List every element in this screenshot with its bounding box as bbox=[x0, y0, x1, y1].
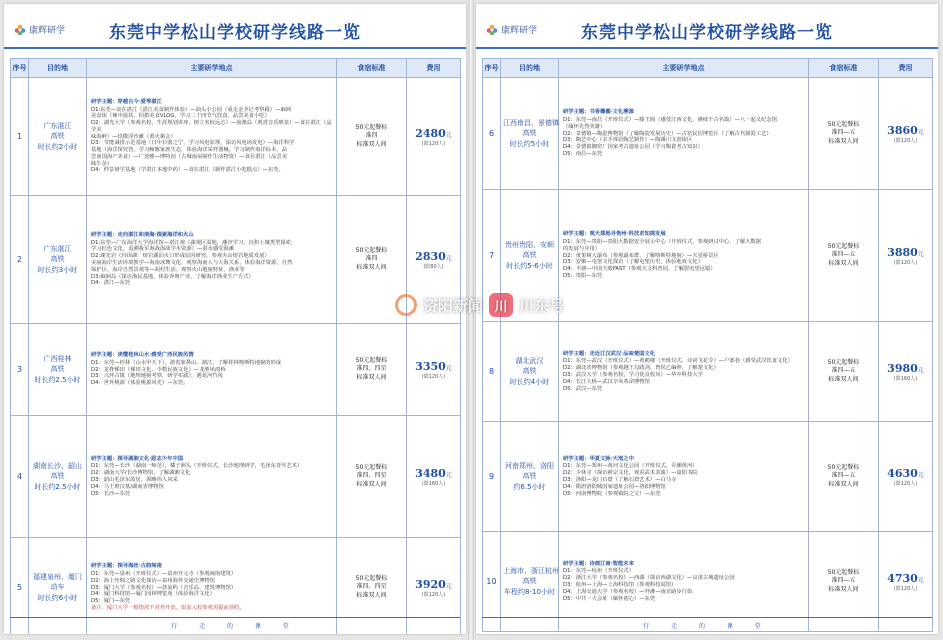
itinerary-line: 美食街（辣中滋扶，拍摄美食VLOG，学习二十四节气饮食，品尝美食小吃） bbox=[91, 113, 270, 120]
row-number: 8 bbox=[483, 322, 501, 422]
destination-cell bbox=[29, 324, 87, 416]
price bbox=[407, 578, 460, 591]
study-theme: 研学主题：观天探地寻贵州·科技求知探发展 bbox=[563, 231, 666, 238]
standard-cell bbox=[337, 196, 407, 324]
row-number: 3 bbox=[11, 324, 29, 416]
standard-line: 50元起餐标 bbox=[827, 463, 860, 471]
price-value: 3920 bbox=[415, 577, 446, 591]
destination-cell bbox=[501, 322, 559, 422]
left-page bbox=[4, 4, 466, 634]
destination-line: 高铁 bbox=[50, 472, 65, 481]
price-limit: (限160人) bbox=[421, 480, 446, 487]
page-footer: 行 走 的 课 堂 bbox=[171, 623, 299, 630]
standard-cell bbox=[337, 538, 407, 635]
table-row bbox=[11, 538, 461, 635]
destination-line: 湖北武汉 bbox=[515, 357, 544, 366]
price-value: 3980 bbox=[887, 361, 918, 375]
price-unit: 元 bbox=[917, 471, 924, 479]
page-title: 东莞中学松山学校研学线路一览 bbox=[109, 23, 361, 43]
row-number: 7 bbox=[483, 190, 501, 322]
itinerary-line: D1：东莞—郑州—黄河文化公园（开班仪式，弄潮黄河） bbox=[563, 463, 698, 470]
itinerary-line: 美丽海岸生活环境教学—海南冰舞文化、观察海南人与大海关系，体验海洋资源、自然 bbox=[91, 260, 293, 266]
fee-cell bbox=[407, 78, 461, 196]
destination-line: 时长约2.5小时 bbox=[34, 482, 81, 491]
itinerary-line: D1：东莞—长沙（湖南一师范），橘子洲头（开班仪式，长沙地理研学，毛泽东青年艺术） bbox=[91, 463, 303, 470]
standard-line: 标准双人间 bbox=[828, 585, 859, 593]
price-unit: 元 bbox=[917, 250, 924, 258]
study-theme: 研学主题：探寻海丝·古韵闽南 bbox=[91, 563, 162, 570]
header-divider bbox=[4, 47, 466, 49]
price-value: 3480 bbox=[415, 466, 446, 480]
standard-line: 50元起餐标 bbox=[827, 120, 860, 128]
price-value: 4630 bbox=[887, 466, 918, 480]
itinerary-line: D3：杭州—上海—上海科技馆（参观科技展馆） bbox=[563, 582, 677, 588]
price bbox=[879, 124, 932, 137]
price-value: 3860 bbox=[887, 123, 918, 137]
price-limit: (限80人) bbox=[423, 263, 444, 270]
itinerary-line: D1：东莞—杭州（开班仪式） bbox=[563, 568, 635, 575]
col-dest: 目的地 bbox=[29, 59, 87, 78]
standard-line: 准四—五 bbox=[831, 251, 856, 259]
destination-line: 湖南长沙、韶山 bbox=[33, 462, 82, 471]
standard-line: 标准双人间 bbox=[828, 480, 859, 488]
standard-cell bbox=[337, 78, 407, 196]
itinerary-line: D4：世外桃源（体验桃源风光）—东莞。 bbox=[91, 380, 189, 387]
fee-cell bbox=[407, 324, 461, 416]
itinerary-line: D4：景德镇御窑厂国家考古遗址公园（学习陶瓷考古知识） bbox=[563, 144, 703, 151]
itinerary-line: D1:东莞—食在湛江（湛江美食制作体验）—油头小公园（重走金圣记考察路）—硇洲 bbox=[91, 106, 291, 113]
itinerary-line: D3：洛阳—龙门石窟（了解石窟艺术）—白马寺 bbox=[563, 477, 677, 483]
table-body bbox=[11, 78, 461, 635]
standard-line: 标准双人间 bbox=[356, 480, 387, 488]
itinerary-line: 味海鲜）—玖微浮沙滩（黄火粥会） bbox=[91, 133, 176, 140]
book-spine bbox=[468, 0, 474, 640]
itinerary-line: 基地（海洋探究营，学习鲸豚家族生态，体验海洋采样器械，学习制作海洋标本，品 bbox=[91, 147, 287, 154]
standard-line: 准四、四星 bbox=[356, 583, 387, 591]
row-number: 5 bbox=[11, 538, 29, 635]
itinerary-line: D4：马王堆汉墓/湖南省博物馆 bbox=[91, 483, 164, 490]
footer-divider bbox=[482, 617, 932, 618]
col-num: 序号 bbox=[483, 59, 501, 78]
destination-line: 高铁 bbox=[50, 255, 65, 264]
itinerary-line: D3:硇洲岛（探访渔民基地，体验养殖产业，了解海洋渔业生产方式） bbox=[91, 273, 254, 280]
price-value: 4730 bbox=[887, 571, 918, 585]
right-page bbox=[476, 4, 938, 634]
table-row bbox=[483, 322, 933, 422]
col-fee: 费用 bbox=[879, 59, 933, 78]
fee-cell bbox=[407, 196, 461, 324]
itinerary-cell bbox=[87, 196, 337, 324]
destination-line: 广东湛江 bbox=[43, 122, 72, 131]
page-footer: 行 走 的 课 堂 bbox=[643, 623, 771, 630]
itinerary-cell bbox=[559, 78, 809, 190]
itinerary-line: D2：海上丝绸之路文化探访—泉州海外交通史博物馆 bbox=[91, 577, 215, 584]
destination-line: 动车 bbox=[50, 583, 65, 592]
fee-cell bbox=[407, 416, 461, 538]
study-theme: 研学主题：走向湛江和南海·探索海洋和火山 bbox=[91, 231, 194, 238]
itinerary-cell bbox=[87, 416, 337, 538]
destination-line: 广西桂林 bbox=[43, 355, 72, 364]
destination-cell bbox=[501, 78, 559, 190]
col-std: 食宿标准 bbox=[337, 59, 407, 78]
price-limit: (限120人) bbox=[421, 140, 446, 147]
page-header bbox=[476, 4, 938, 50]
destination-line: 高铁 bbox=[522, 367, 537, 376]
itinerary-cell bbox=[559, 422, 809, 532]
standard-cell bbox=[337, 416, 407, 538]
page-header bbox=[4, 4, 466, 50]
study-theme: 研学主题：穿越古今·爱琴湛江 bbox=[91, 98, 162, 105]
itinerary-line: D2：湖南大学/长沙博物馆，了解湖湘文化 bbox=[91, 470, 191, 477]
standard-line: 准四—五 bbox=[831, 472, 856, 480]
itinerary-cell bbox=[87, 538, 337, 635]
price-unit: 元 bbox=[445, 364, 452, 372]
standard-line: 标准双人间 bbox=[356, 373, 387, 381]
itinerary-line: D5：南昌—东莞 bbox=[563, 150, 603, 157]
itinerary-line: D3：武汉大学（参观名校，学习优良校风）—华中科技大学 bbox=[563, 372, 703, 378]
fee-cell bbox=[879, 78, 933, 190]
price-unit: 元 bbox=[445, 582, 452, 590]
standard-line: 标准双人间 bbox=[828, 259, 859, 267]
destination-line: 车程约8-10小时 bbox=[504, 587, 555, 596]
price-limit: (限120人) bbox=[421, 373, 446, 380]
watermark-text-2: 川东号 bbox=[519, 296, 565, 315]
itinerary-line: D3：兴坪古镇（地理地貌考察，研学实践），遇龙河竹筏 bbox=[91, 373, 223, 380]
itinerary-cell bbox=[559, 190, 809, 322]
itinerary-line: （缅怀先烈英雄） bbox=[563, 123, 606, 130]
destination-line: 约6.5小时 bbox=[513, 482, 546, 491]
itinerary-line: D3：节能减排示范基地（日中日落之宁，学习风电原理，深访风电场发电）—海洋科学 bbox=[91, 140, 295, 147]
destination-line: 贵州贵阳、安顺 bbox=[505, 241, 554, 250]
itinerary-line: D1：东莞—武汉（开班仪式）—黄鹤楼（开班仪式，诗词飞花令）—户部巷（感受武汉饮食文化） bbox=[563, 358, 793, 365]
fee-cell bbox=[407, 538, 461, 635]
price-unit: 元 bbox=[917, 128, 924, 136]
standard-line: 准四—五 bbox=[831, 577, 856, 585]
row-number: 2 bbox=[11, 196, 29, 324]
price bbox=[879, 467, 932, 480]
study-theme: 研学主题：诗画江南·智能未来 bbox=[563, 560, 634, 567]
itinerary-line: D3：厦门大学（参观名校）—鼓浪屿（音乐岛、建筑博物馆） bbox=[91, 584, 237, 591]
col-dest: 目的地 bbox=[501, 59, 559, 78]
page-title: 东莞中学松山学校研学线路一览 bbox=[581, 23, 833, 43]
price-unit: 元 bbox=[917, 576, 924, 584]
standard-cell bbox=[809, 322, 879, 422]
standard-line: 标准双人间 bbox=[356, 140, 387, 148]
itinerary-line: D1：东莞—泉州（开班仪式）—泉州开元寺（参观闽南建筑） bbox=[91, 571, 237, 578]
itinerary-line: D3：安顺—屯堡文化探访（了解屯堡历史，体验地戏文化） bbox=[563, 259, 703, 266]
itinerary-line: D2：湖北省博物馆（参观越王勾践剑、曾侯乙编钟，了解楚文化） bbox=[563, 365, 719, 372]
destination-line: 时长约2.5小时 bbox=[34, 375, 81, 384]
destination-line: 江西南昌、景德镇 bbox=[503, 119, 559, 128]
col-std: 食宿标准 bbox=[809, 59, 879, 78]
standard-cell bbox=[809, 78, 879, 190]
price bbox=[407, 360, 460, 373]
standard-line: 准四—五 bbox=[831, 367, 856, 375]
destination-line: 河南郑州、洛阳 bbox=[505, 462, 554, 471]
header-divider bbox=[476, 47, 938, 49]
table-header-row bbox=[11, 59, 461, 78]
itinerary-line: D2：湖光大学（参观名校，生涯规划讲座、树立名校远志）—南澳岛（观赏音乐喷泉）—食在湛江（晶莹美 bbox=[91, 120, 332, 133]
destination-line: 时长约5小时 bbox=[509, 139, 550, 148]
itinerary-line: D4：隋唐洛阳城国家遗址公园—洛阳博物馆 bbox=[563, 483, 666, 490]
standard-cell bbox=[809, 422, 879, 532]
itinerary-cell bbox=[87, 78, 337, 196]
destination-line: 广东湛江 bbox=[43, 245, 72, 254]
destination-line: 高铁 bbox=[522, 577, 537, 586]
itinerary-line: D2：浙江大学（参观名校）—西湖（探访西湖文化）—良渚古城遗址公园 bbox=[563, 575, 735, 582]
itinerary-line: D1：东莞—南昌（开班仪式）—滕王阁（感受江西文化，赓续千古名篇）—八一起义纪念馆 bbox=[563, 117, 778, 124]
standard-cell bbox=[809, 190, 879, 322]
standard-line: 准四 bbox=[365, 255, 378, 263]
standard-line: 50元起餐标 bbox=[355, 356, 388, 364]
standard-cell bbox=[337, 324, 407, 416]
itinerary-line: D5：厦门—东莞 bbox=[91, 598, 131, 605]
itinerary-line: D2:湖光岩（玛珥湖：熔岩湖泊火口形成原因研究，参观火山熔岩地质发展） bbox=[91, 253, 270, 260]
itinerary-line: D4：上海交通大学（参观名校）—外滩—南京路步行街 bbox=[563, 588, 693, 595]
study-theme: 研学主题：走近江汉武汉·品味楚国文化 bbox=[563, 350, 656, 357]
price bbox=[407, 127, 460, 140]
itinerary-line: D2：少林寺（探访禅宗文化，观看武术表演）—嵩阳书院 bbox=[563, 470, 698, 477]
itinerary-line: D4：仲景研学基地（学湛江本地中药）—食在湛江（制作湛江小吃糕点）—东莞。 bbox=[91, 167, 284, 174]
price bbox=[879, 362, 932, 375]
destination-line: 高铁 bbox=[50, 365, 65, 374]
table-row bbox=[11, 324, 461, 416]
itinerary-line: D5：中共一大会址（缅怀初心）—东莞 bbox=[563, 595, 656, 602]
table-row bbox=[483, 78, 933, 190]
destination-line: 高铁 bbox=[522, 251, 537, 260]
itinerary-line: D4：长江大桥—武汉辛亥革命博物馆 bbox=[563, 378, 650, 385]
standard-line: 50元起餐标 bbox=[355, 123, 388, 131]
price-unit: 元 bbox=[445, 254, 452, 262]
study-theme: 研学主题：读懂桂林山水·感受广西民族风情 bbox=[91, 352, 194, 359]
watermark-text-1: 资阳新闻 bbox=[423, 296, 484, 315]
standard-line: 准四、四星 bbox=[356, 472, 387, 480]
price-unit: 元 bbox=[917, 366, 924, 374]
row-number: 10 bbox=[483, 532, 501, 632]
table-row bbox=[483, 190, 933, 322]
route-table bbox=[482, 58, 933, 632]
col-num: 序号 bbox=[11, 59, 29, 78]
itinerary-line: D2：景德镇—陶瓷博物馆（了解陶瓷发展历史）—古窑民俗博览区（了解古代制瓷工艺） bbox=[563, 130, 772, 137]
fee-cell bbox=[879, 322, 933, 422]
standard-line: 标准双人间 bbox=[828, 137, 859, 145]
standard-line: 标准双人间 bbox=[356, 263, 387, 271]
price-unit: 元 bbox=[445, 471, 452, 479]
app-badge-icon: 川 bbox=[489, 293, 513, 317]
destination-line: 高铁 bbox=[522, 472, 537, 481]
study-theme: 研学主题：华夏文脉·天地之中 bbox=[563, 455, 634, 462]
table-header-row bbox=[483, 59, 933, 78]
destination-cell bbox=[29, 196, 87, 324]
destination-cell bbox=[501, 190, 559, 322]
standard-line: 标准双人间 bbox=[828, 375, 859, 383]
itinerary-line: D4：平塘—中国天眼FAST（参观天文科普园，了解射电望远镜） bbox=[563, 266, 716, 273]
brand-name: 康辉研学 bbox=[29, 26, 66, 36]
price-value: 3880 bbox=[887, 245, 918, 259]
table-row bbox=[483, 422, 933, 532]
itinerary-line: D1：东莞—桂林（山水甲天下），游览象鼻山、漓江，了解桂林喀斯特地貌的形成 bbox=[91, 359, 282, 366]
col-content: 主要研学地点 bbox=[87, 59, 337, 78]
standard-line: 标准双人间 bbox=[356, 591, 387, 599]
row-number: 1 bbox=[11, 78, 29, 196]
price bbox=[879, 246, 932, 259]
destination-line: 福建泉州、厦门 bbox=[33, 573, 82, 582]
itinerary-line: 学习红色文化，追溯我军海战海战学本资源）—湛水感受海滩 bbox=[91, 246, 235, 253]
col-content: 主要研学地点 bbox=[559, 59, 809, 78]
itinerary-line: 的发展与应用） bbox=[563, 245, 601, 252]
table-row bbox=[11, 196, 461, 324]
itinerary-line: 保护区、海岸自然景观等—胡村生活、观察火山地貌特征、渔业等 bbox=[91, 266, 245, 273]
itinerary-line: D5：河南博物院（参观镇院之宝）—东莞 bbox=[563, 490, 661, 497]
price-limit: (限120人) bbox=[893, 480, 918, 487]
price bbox=[879, 572, 932, 585]
row-number: 9 bbox=[483, 422, 501, 532]
itinerary-line: D5：武汉—东莞 bbox=[563, 385, 603, 392]
study-theme: 研学主题：探寻湖湘文化·励志少年中国 bbox=[91, 455, 184, 462]
brand-name: 康辉研学 bbox=[501, 26, 538, 36]
price bbox=[407, 467, 460, 480]
price bbox=[407, 250, 460, 263]
price-value: 2480 bbox=[415, 126, 446, 140]
table-row bbox=[11, 78, 461, 196]
itinerary-line: D4：厦门科技馆—厦门园林博览苑（体验海洋文化） bbox=[91, 591, 215, 598]
price-limit: (限160人) bbox=[893, 375, 918, 382]
itinerary-line: D3：陶艺中心（亲手体验陶艺制作）—陶溪川文创街区 bbox=[563, 137, 693, 144]
destination-line: 高铁 bbox=[50, 132, 65, 141]
destination-cell bbox=[29, 538, 87, 635]
itinerary-line: 味牛杂） bbox=[91, 160, 113, 167]
itinerary-line: D5：长沙—东莞 bbox=[91, 490, 131, 497]
itinerary-line: D1：东莞—贵阳—贵阳大数据安全展示中心（开班仪式，参观研讨中心，了解大数据 bbox=[563, 239, 762, 246]
itinerary-line: D2：龙脊梯田（梯田文化、少数民族文化）—龙胜风雨桥 bbox=[91, 366, 226, 373]
standard-line: 50元起餐标 bbox=[355, 463, 388, 471]
price-limit: (限120人) bbox=[893, 585, 918, 592]
table-body bbox=[483, 78, 933, 632]
table-row bbox=[11, 416, 461, 538]
destination-line: 时长约4小时 bbox=[509, 377, 550, 386]
itinerary-line: D1:东莞—广东海洋大学海洋馆—湛江观（湖观区湿地，潮汐学习、沉积土壤类型探索， bbox=[91, 239, 297, 246]
destination-line: 时长约3小时 bbox=[37, 265, 78, 274]
itinerary-line: D3：韶山毛泽东故居，领略伟人风采 bbox=[91, 477, 178, 483]
destination-cell bbox=[501, 422, 559, 532]
itinerary-line: D2：黄果树大瀑布（参观瀑布群，了解喀斯特地貌）—天星桥景区 bbox=[563, 252, 719, 259]
itinerary-line: D4：湛江—东莞 bbox=[91, 280, 131, 287]
price-unit: 元 bbox=[445, 131, 452, 139]
itinerary-cell bbox=[87, 324, 337, 416]
price-limit: (限120人) bbox=[893, 137, 918, 144]
itinerary-cell bbox=[559, 322, 809, 422]
itinerary-note: 备注：厦门大学一般情况不对外开放，如需入校参观需提前预约。 bbox=[91, 604, 245, 611]
itinerary-line: 尝南国海产美食）—广逆雅—博特园（古城南屋制作生活物资）—食在湛江（品尝美 bbox=[91, 153, 287, 160]
price-value: 3350 bbox=[415, 359, 446, 373]
destination-line: 高铁 bbox=[522, 129, 537, 138]
standard-line: 50元起餐标 bbox=[355, 246, 388, 254]
row-number: 6 bbox=[483, 78, 501, 190]
destination-cell bbox=[29, 78, 87, 196]
footer-divider bbox=[10, 617, 460, 618]
standard-line: 50元起餐标 bbox=[355, 574, 388, 582]
col-fee: 费用 bbox=[407, 59, 461, 78]
destination-line: 时长约6小时 bbox=[37, 593, 78, 602]
route-table bbox=[10, 58, 461, 634]
price-limit: (限120人) bbox=[421, 591, 446, 598]
study-theme: 研学主题：书香赣鄱·文化溯源 bbox=[563, 109, 634, 116]
destination-line: 上海市、浙江杭州 bbox=[503, 567, 559, 576]
price-limit: (限120人) bbox=[893, 259, 918, 266]
destination-line: 时长约5-6小时 bbox=[506, 261, 553, 270]
standard-line: 准四—五 bbox=[831, 129, 856, 137]
destination-line: 时长约2小时 bbox=[37, 142, 78, 151]
standard-line: 50元起餐标 bbox=[827, 358, 860, 366]
fee-cell bbox=[879, 190, 933, 322]
standard-line: 准四 bbox=[365, 132, 378, 140]
price-value: 2830 bbox=[415, 249, 446, 263]
row-number: 4 bbox=[11, 416, 29, 538]
standard-line: 50元起餐标 bbox=[827, 242, 860, 250]
standard-line: 50元起餐标 bbox=[827, 568, 860, 576]
destination-cell bbox=[29, 416, 87, 538]
standard-line: 准四、四星 bbox=[356, 365, 387, 373]
itinerary-line: D5：贵阳—东莞 bbox=[563, 272, 603, 279]
fee-cell bbox=[879, 422, 933, 532]
